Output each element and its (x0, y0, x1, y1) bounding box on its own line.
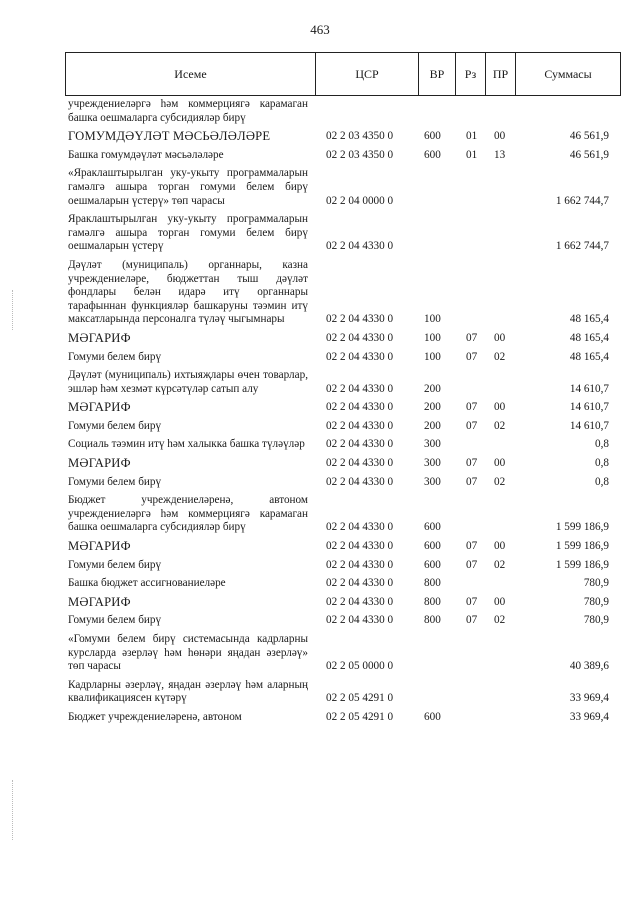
row-vr: 600 (424, 710, 441, 723)
row-sum: 48 165,4 (569, 313, 609, 326)
row-name: МӘГАРИФ (68, 594, 131, 609)
row-pr: 00 (494, 540, 506, 553)
row-name: МӘГАРИФ (68, 400, 131, 415)
row-csr: 02 2 04 4330 0 (326, 240, 394, 253)
row-csr: 02 2 04 4330 0 (326, 614, 394, 627)
row-name: Социаль тәэмин итү һәм халыкка башка түләүләр (68, 438, 305, 451)
row-sum: 14 610,7 (569, 382, 609, 395)
table-header (65, 52, 621, 96)
row-pr: 00 (494, 401, 506, 414)
row-name: Дәүләт (муниципаль) ихтыяҗлары өчен товарлар, эшләр һәм хезмәт күрсәтүләр сатып алу (68, 369, 308, 395)
row-name: МӘГАРИФ (68, 330, 131, 345)
row-pr: 00 (494, 130, 506, 143)
row-sum: 14 610,7 (569, 401, 609, 414)
row-pr: 02 (494, 614, 506, 627)
row-csr: 02 2 04 4330 0 (326, 438, 394, 451)
row-pr: 02 (494, 419, 506, 432)
row-name: ГОМУМДӘҮЛӘТ МӘСЬӘЛӘЛӘРЕ (68, 129, 271, 144)
row-csr: 02 2 04 4330 0 (326, 577, 394, 590)
row-sum: 0,8 (595, 457, 609, 470)
row-name: «Гомуми белем бирү системасында кадрларны курсларда әзерләү һәм һөнәри яңадан әзерләү» төп чарасы (68, 633, 308, 673)
row-pr: 00 (494, 457, 506, 470)
row-vr: 300 (424, 438, 441, 451)
row-name: Гомуми белем бирү (68, 475, 162, 488)
row-vr: 100 (424, 331, 441, 344)
table-row (68, 614, 621, 628)
row-rz: 07 (466, 595, 478, 608)
row-name: Дәүләт (муниципаль) органнары, казна учреждениеләре, бюджеттан тыш дәүләт фондлары белән идарә итү органнары тарафыннан функцияләр башкаруны тәэмин итү максатларында персоналга түләү чыгымнары (68, 258, 308, 326)
row-csr: 02 2 04 4330 0 (326, 401, 394, 414)
margin-dots-top (12, 290, 15, 330)
table-row (68, 476, 621, 490)
header-csr: ЦСР (316, 53, 419, 95)
row-pr: 02 (494, 558, 506, 571)
row-csr: 02 2 04 0000 0 (326, 194, 394, 207)
row-vr: 800 (424, 595, 441, 608)
row-vr: 100 (424, 313, 441, 326)
row-vr: 300 (424, 475, 441, 488)
row-vr: 600 (424, 558, 441, 571)
row-pr: 02 (494, 475, 506, 488)
header-vr: ВР (419, 53, 456, 95)
row-name: Кадрларны әзерләү, яңадан әзерләү һәм аларның квалификациясен күтәрү (68, 678, 308, 705)
row-sum: 48 165,4 (569, 331, 609, 344)
table-row (68, 438, 621, 452)
row-vr: 800 (424, 614, 441, 627)
row-csr: 02 2 04 4330 0 (326, 331, 394, 344)
row-name: Бюджет учреждениеләренә, автоном учреждениеләргә һәм коммерциягә карамаган башка оешмаларга субсидияләр бирү (68, 494, 308, 534)
row-csr: 02 2 04 4330 0 (326, 595, 394, 608)
row-sum: 14 610,7 (569, 419, 609, 432)
table-row (68, 633, 621, 674)
row-vr: 100 (424, 350, 441, 363)
row-vr: 600 (424, 521, 441, 534)
row-rz: 07 (466, 558, 478, 571)
table-row (68, 457, 621, 471)
row-name: Башка гомумдәүләт мәсьәләләре (68, 148, 224, 161)
page-number: 463 (310, 22, 330, 37)
table-row (68, 679, 621, 706)
row-vr: 200 (424, 419, 441, 432)
row-sum: 1 599 186,9 (555, 558, 609, 571)
row-name: МӘГАРИФ (68, 539, 131, 554)
table-row (68, 540, 621, 554)
row-rz: 07 (466, 331, 478, 344)
row-csr: 02 2 03 4350 0 (326, 130, 394, 143)
row-sum: 780,9 (583, 595, 609, 608)
table-row (68, 711, 621, 725)
table-row (68, 420, 621, 434)
row-vr: 600 (424, 130, 441, 143)
row-csr: 02 2 04 4330 0 (326, 419, 394, 432)
row-sum: 780,9 (583, 577, 609, 590)
header-rz: Рз (456, 53, 486, 95)
row-name: Гомуми белем бирү (68, 614, 162, 627)
row-pr: 13 (494, 148, 506, 161)
row-csr: 02 2 04 4330 0 (326, 313, 394, 326)
row-csr: 02 2 05 4291 0 (326, 692, 394, 705)
row-pr: 02 (494, 350, 506, 363)
row-rz: 01 (466, 130, 478, 143)
row-name: МӘГАРИФ (68, 456, 131, 471)
table-row (68, 149, 621, 163)
row-vr: 200 (424, 382, 441, 395)
row-name: Гомуми белем бирү (68, 558, 162, 571)
row-csr: 02 2 04 4330 0 (326, 382, 394, 395)
row-csr: 02 2 04 4330 0 (326, 540, 394, 553)
table-row (68, 596, 621, 610)
row-sum: 1 662 744,7 (555, 194, 609, 207)
row-sum: 46 561,9 (569, 148, 609, 161)
row-vr: 600 (424, 540, 441, 553)
header-sum: Суммасы (544, 66, 592, 81)
row-vr: 300 (424, 457, 441, 470)
row-sum: 1 599 186,9 (555, 540, 609, 553)
row-name: «Яраклаштырылган уку-укыту программаларын гамәлгә ашыра торган гомуми белем бирү оешмаларын үстерү» төп чарасы (68, 167, 308, 207)
row-sum: 780,9 (583, 614, 609, 627)
row-vr: 200 (424, 401, 441, 414)
row-csr: 02 2 05 4291 0 (326, 710, 394, 723)
row-rz: 07 (466, 475, 478, 488)
row-csr: 02 2 04 4330 0 (326, 558, 394, 571)
row-sum: 1 599 186,9 (555, 521, 609, 534)
row-csr: 02 2 04 4330 0 (326, 521, 394, 534)
margin-dots-bottom (12, 780, 15, 840)
table-row (68, 494, 621, 535)
row-name: учреждениеләргә һәм коммерциягә карамаган башка оешмаларга субсидияләр бирү (68, 98, 308, 124)
table-row (68, 213, 621, 254)
table-row (68, 401, 621, 415)
row-csr: 02 2 04 4330 0 (326, 350, 394, 363)
table-row (68, 98, 621, 125)
row-csr: 02 2 04 4330 0 (326, 475, 394, 488)
row-rz: 07 (466, 540, 478, 553)
table-row (68, 130, 621, 144)
row-name: Бюджет учреждениеләренә, автоном (68, 710, 242, 723)
row-name: Гомуми белем бирү (68, 350, 162, 363)
row-rz: 07 (466, 401, 478, 414)
table-row (68, 369, 621, 396)
row-pr: 00 (494, 595, 506, 608)
row-sum: 33 969,4 (569, 710, 609, 723)
table-row (68, 577, 621, 591)
header-name: Исеме (66, 53, 316, 95)
row-rz: 07 (466, 614, 478, 627)
table-row (68, 259, 621, 327)
row-name: Гомуми белем бирү (68, 419, 162, 432)
row-sum: 46 561,9 (569, 130, 609, 143)
row-vr: 800 (424, 577, 441, 590)
table-row (68, 332, 621, 346)
row-sum: 33 969,4 (569, 692, 609, 705)
row-sum: 48 165,4 (569, 350, 609, 363)
row-rz: 01 (466, 148, 478, 161)
table-body (68, 98, 621, 730)
row-pr: 00 (494, 331, 506, 344)
table-row (68, 559, 621, 573)
row-csr: 02 2 05 0000 0 (326, 660, 394, 673)
row-name: Башка бюджет ассигнованиеләре (68, 577, 226, 590)
row-rz: 07 (466, 350, 478, 363)
table-row (68, 167, 621, 208)
row-csr: 02 2 04 4330 0 (326, 457, 394, 470)
row-sum: 1 662 744,7 (555, 240, 609, 253)
row-sum: 40 389,6 (569, 660, 609, 673)
row-sum: 0,8 (595, 438, 609, 451)
row-name: Яраклаштырылган уку-укыту программаларын гамәлгә ашыра торган гомуми белем бирү оешмаларын үстерү (68, 213, 308, 253)
header-pr: ПР (486, 53, 516, 95)
row-sum: 0,8 (595, 475, 609, 488)
row-rz: 07 (466, 457, 478, 470)
row-rz: 07 (466, 419, 478, 432)
row-csr: 02 2 03 4350 0 (326, 148, 394, 161)
row-vr: 600 (424, 148, 441, 161)
table-row (68, 351, 621, 365)
